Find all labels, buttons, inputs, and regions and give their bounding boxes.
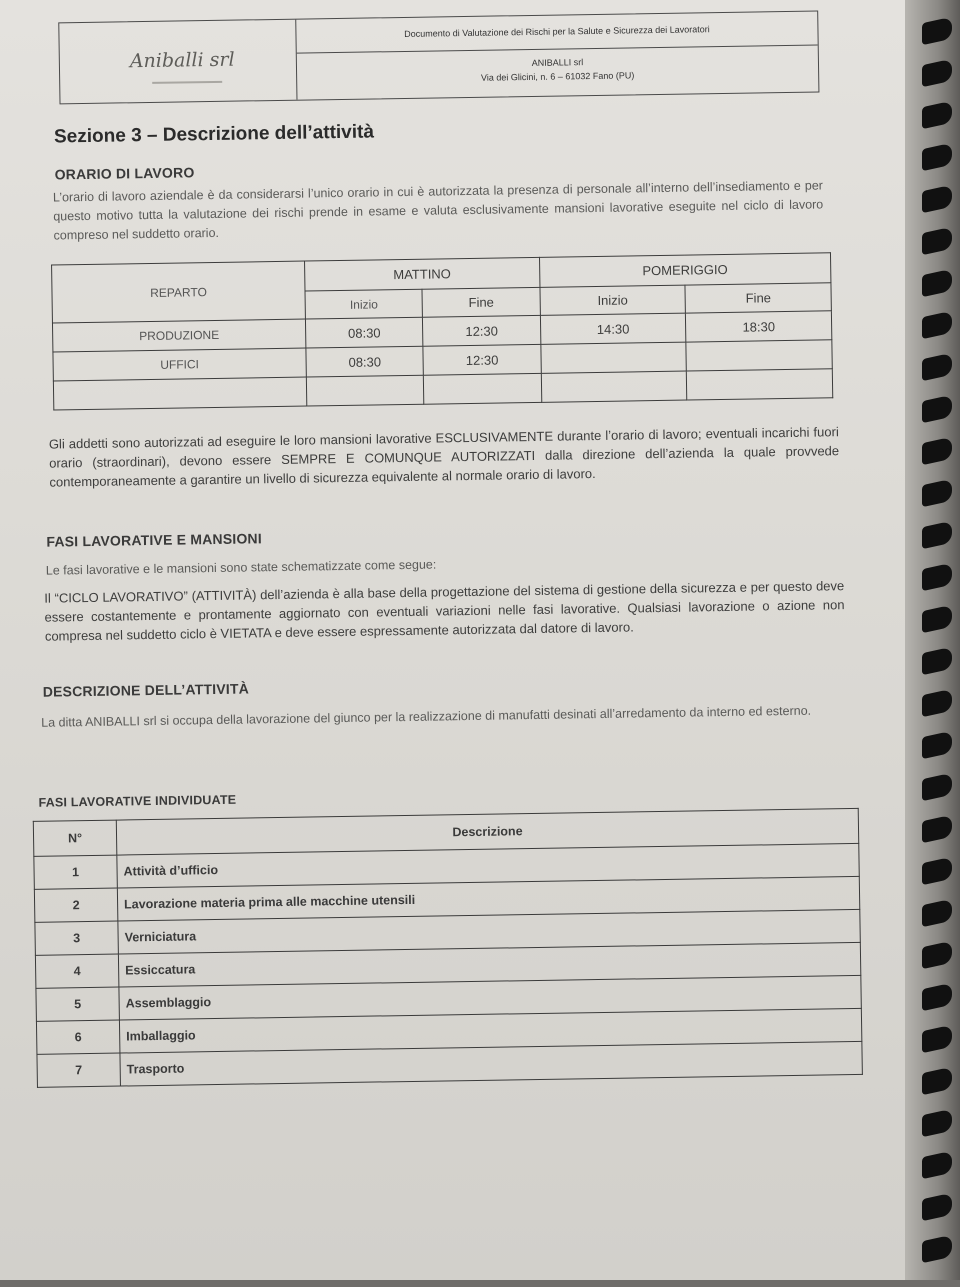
fase-number: 7 [37,1053,121,1087]
section-title: Sezione 3 – Descrizione dell’attività [53,121,375,148]
binding-ring [922,689,952,717]
document-header [58,10,819,104]
binding-ring [922,1067,952,1095]
mattino-inizio-cell: 08:30 [306,346,424,377]
header-pomeriggio-inizio: Inizio [540,285,686,315]
mattino-fine-cell: 12:30 [423,344,541,375]
header-n: N° [33,820,117,856]
binding-ring [922,185,952,213]
fase-description: Essiccatura [118,942,860,987]
header-pomeriggio-fine: Fine [685,283,831,313]
fase-description: Imballaggio [119,1008,861,1053]
fase-description: Attività d’ufficio [117,843,859,888]
binding-ring [922,1151,952,1179]
binding-ring [922,101,952,129]
orario-intro: L’orario di lavoro aziendale è da considerarsi l’unico orario in cui è autorizzata la presenza di personale all’interno dell’insediamento e per questo motivo tutta la valutazione dei rischi prende in esame e valuta esclusivamente mansioni lavorative eseguite nel ciclo di lavoro compreso nel suddetto orario. [52,178,824,243]
pomeriggio-inizio-cell [541,342,687,373]
binding-ring [922,59,952,87]
mattino-fine-cell [424,373,542,404]
binding-ring [922,17,952,45]
binding-ring [922,479,952,507]
fase-number: 1 [34,855,118,889]
binding-ring [922,1193,952,1221]
binding-ring [922,1235,952,1263]
spiral-binding [905,0,960,1280]
reparto-cell: PRODUZIONE [52,319,305,352]
descrizione-body: La ditta ANIBALLI srl si occupa della lavorazione del giunco per la realizzazione di manufatti desinati all’arredamento da interno ed esterno. [41,703,812,730]
header-pomeriggio: POMERIGGIO [539,253,831,288]
document-title: Documento di Valutazione dei Rischi per la Salute e Sicurezza dei Lavoratori [296,11,817,53]
fase-description: Lavorazione materia prima alle macchine utensili [117,876,859,921]
fase-number: 2 [34,888,118,922]
binding-ring [922,521,952,549]
fase-description: Verniciatura [118,909,860,954]
binding-ring [922,815,952,843]
fasi-individuate-heading: FASI LAVORATIVE INDIVIDUATE [38,792,237,810]
company-address: Via dei Glicini, n. 6 – 61032 Fano (PU) [480,70,635,83]
binding-ring [922,941,952,969]
fasi-intro: Le fasi lavorative e le mansioni sono state schematizzate come segue: [45,557,437,578]
orario-heading: ORARIO DI LAVORO [54,164,195,183]
pomeriggio-inizio-cell: 14:30 [540,313,686,344]
mattino-inizio-cell: 08:30 [305,317,423,348]
binding-ring [922,1025,952,1053]
orario-note: Gli addetti sono autorizzati ad eseguire le loro mansioni lavorative ESCLUSIVAMENTE durante l’orario di lavoro; eventuali incarichi fuori orario (straordinari), devono essere SEMPRE E COMUNQUE AUTORIZZATI dalla direzione dell’azienda la quale provvede contemporaneamente a garantire un livello di sicurezza equivalente al normale orario di lavoro. [48,424,840,490]
binding-ring [922,563,952,591]
header-mattino-inizio: Inizio [305,289,423,319]
logo-tagline-line [152,81,222,84]
binding-ring [922,731,952,759]
binding-ring [922,395,952,423]
binding-ring [922,437,952,465]
logo-text: Aniballi srl [129,48,235,73]
pomeriggio-fine-cell: 18:30 [686,311,832,342]
fase-number: 6 [36,1020,120,1054]
header-mattino-fine: Fine [422,287,540,317]
header-reparto: REPARTO [52,261,306,323]
reparto-cell [53,377,306,410]
fase-number: 5 [36,987,120,1021]
binding-ring [922,353,952,381]
binding-ring [922,899,952,927]
fasi-table [33,808,863,1088]
header-descrizione: Descrizione [116,808,858,855]
binding-ring [922,143,952,171]
reparto-cell: UFFICI [53,348,306,381]
pomeriggio-fine-cell [686,340,832,371]
header-mattino: MATTINO [305,257,540,291]
mattino-fine-cell: 12:30 [423,315,541,346]
binding-ring [922,773,952,801]
binding-ring [922,647,952,675]
company-name: ANIBALLI srl [531,57,584,68]
pomeriggio-inizio-cell [541,371,687,402]
fasi-body: Il “CICLO LAVORATIVO” (ATTIVITÀ) dell’azienda è alla base della progettazione del sistema di gestione della sicurezza e per questo deve essere costantemente e prontamente aggiornato con eventuali variazioni nelle fasi lavorative. Qualsiasi lavorazione o azione non compresa nel suddetto ciclo è VIETATA e deve essere espressamente autorizzata dal datore di lavoro. [44,578,845,644]
binding-ring [922,269,952,297]
company-logo [59,20,297,104]
company-info [297,45,819,99]
pomeriggio-fine-cell [687,369,833,400]
fase-number: 4 [35,954,119,988]
binding-ring [922,311,952,339]
binding-ring [922,983,952,1011]
descrizione-heading: DESCRIZIONE DELL’ATTIVITÀ [42,680,250,700]
fasi-heading: FASI LAVORATIVE E MANSIONI [46,530,262,550]
fase-description: Trasporto [120,1041,862,1086]
binding-ring [922,227,952,255]
orario-table [51,252,833,410]
binding-ring [922,857,952,885]
binding-ring [922,1109,952,1137]
fase-description: Assemblaggio [119,975,861,1020]
fase-number: 3 [35,921,119,955]
mattino-inizio-cell [306,375,424,406]
binding-ring [922,605,952,633]
